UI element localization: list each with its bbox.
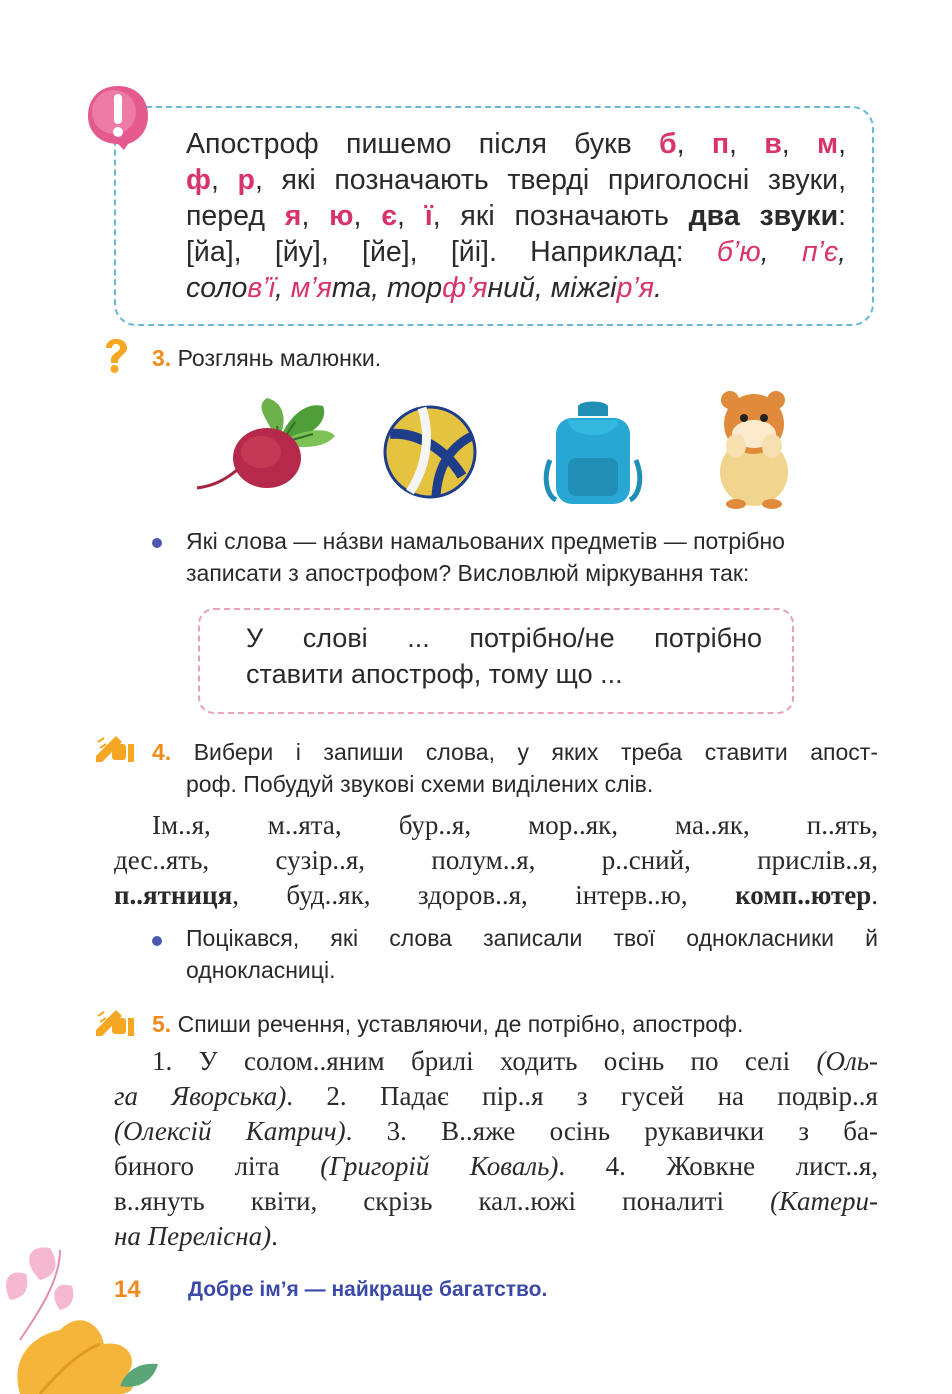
- task-number: 3.: [152, 345, 172, 371]
- task-title: Спиши речення, уставляючи, де потрібно, апостроф.: [177, 1011, 744, 1037]
- writing-hand-icon: [94, 730, 136, 764]
- task-number: 5.: [152, 1011, 172, 1037]
- task4-header: 4. Вибери і запиши слова, у яких треба ставити апост- роф. Побудуй звукові схеми виділених слів.: [152, 739, 878, 797]
- bullet-marker: [152, 936, 162, 946]
- volleyball-illustration: [382, 404, 478, 500]
- task4-bullet-text: Поцікався, які слова записали твої однокласники й однокласниці.: [186, 925, 878, 983]
- page-number: 14: [114, 1276, 141, 1303]
- hint-text: У слові ... потрібно/не потрібно ставити апостроф, тому що ...: [246, 623, 762, 689]
- question-mark-icon: [100, 338, 130, 374]
- task5-sentences: 1. У солом..яним брилі ходить осінь по селі (Оль- га Яворська). 2. Падає пір..я з гусей на подвір..я (Олексій Катрич). 3. В..яже осінь рукавички з ба- биного літа (Григорій Коваль). 4. Жовкне лист..я, в..януть квіти, скрізь кал..южі поналиті (Катери- на Перелісна).: [114, 1046, 878, 1251]
- exclamation-bubble-icon: [84, 82, 152, 150]
- backpack-illustration: [538, 400, 648, 508]
- rule-text: Апостроф пишемо після букв б, п, в, м, ф, р, які позначають тверді приголосні звуки, перед я, ю, є, ї, які позначають два звуки: [йа], [йу], [йе], [йі]. Наприклад: б’ю, п’є, солов’ї, м’ята, торф’яний, міжгір’я.: [186, 128, 847, 304]
- writing-hand-icon: [94, 1004, 136, 1038]
- autumn-leaves-decoration: [0, 1240, 170, 1394]
- bullet-marker: [152, 538, 162, 548]
- task-title: Розглянь малюнки.: [177, 345, 382, 371]
- task3-header: [152, 342, 381, 374]
- task4-words: Ім..я, м..ята, бур..я, мор..як, ма..як, п..ять, дес..ять, сузір..я, полум..я, р..сний, прислів..я, п..ятниця, буд..як, здоров..я, інтерв..ю, комп..ютер.: [114, 810, 878, 910]
- footer-proverb: Добре ім’я — найкраще багатство.: [188, 1278, 548, 1301]
- beet-illustration: [195, 396, 340, 496]
- hamster-illustration: [706, 390, 800, 512]
- task5-header: [152, 1008, 743, 1040]
- task-number: 4.: [152, 739, 172, 765]
- task3-bullet-text: Які слова — на́зви намальованих предметів — потрібно записати з апострофом? Висловлюй міркування так:: [186, 528, 785, 586]
